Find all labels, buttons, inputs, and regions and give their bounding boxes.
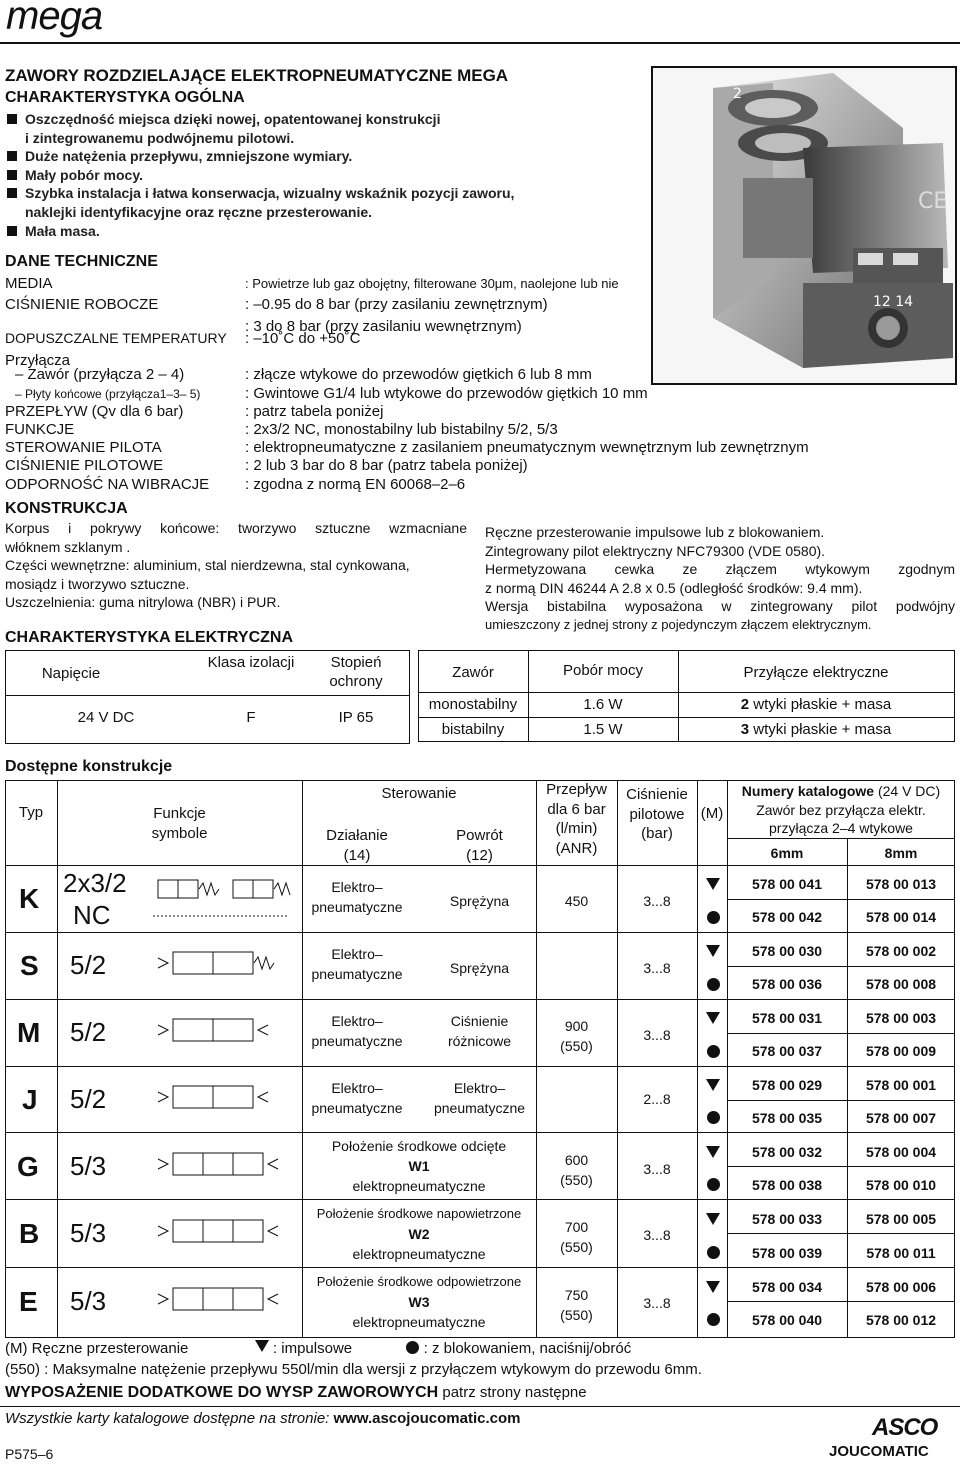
catalog-8mm-blk: 578 00 008 xyxy=(865,976,937,992)
valve-symbol-k xyxy=(143,868,298,930)
catalog-6mm-blk: 578 00 037 xyxy=(751,1043,823,1059)
tech-row-pressure-int: : 3 do 8 bar (przy zasilaniu wewnętrznym) xyxy=(245,318,522,335)
catalog-8mm-imp: 578 00 006 xyxy=(865,1279,937,1295)
catalog-6mm-imp: 578 00 031 xyxy=(751,1010,823,1026)
type-code: S xyxy=(20,950,39,981)
col-6mm: 6mm xyxy=(770,845,804,861)
type-code: J xyxy=(22,1084,38,1115)
ports-12-14-label: 12 14 xyxy=(873,294,914,310)
features-heading: CHARAKTERYSTYKA OGÓLNA xyxy=(5,89,245,106)
lock-marker-icon xyxy=(707,1178,720,1196)
catalog-8mm-blk: 578 00 012 xyxy=(865,1312,937,1328)
catalog-6mm-blk: 578 00 035 xyxy=(751,1110,823,1126)
valve-symbol-e xyxy=(153,1274,293,1332)
konstrukcja-left: Korpus i pokrywy końcowe: tworzywo sztuczne wzmacniane włóknem szklanym . Części wewnętrzne: aluminium, stal nierdzewna, stal cynkowana, mosiądz i tworzywo sztuczne. Uszczelnienia: guma nitrylowa (NBR) i PUR. xyxy=(5,520,467,610)
tech-row-pilot: STEROWANIE PILOTA : elektropneumatyczne z zasilaniem pneumatycznym wewnętrznym lub zewnętrznym xyxy=(5,439,809,456)
connector-header: Przyłącze elektryczne xyxy=(743,664,889,681)
power-mono: 1.6 W xyxy=(583,696,623,713)
legend-manual: (M) Ręczne przesterowanie xyxy=(5,1340,189,1357)
powrot-cell: Sprężyna xyxy=(449,893,510,909)
tech-row-end-plates: – Płyty końcowe (przyłącza1–3– 5) : Gwintowe G1/4 lub wtykowe do przewodów giętkich 10 mm xyxy=(15,385,648,402)
col-cisnienie: Ciśnienie pilotowe (bar) xyxy=(626,786,688,842)
feature-item: Mała masa. xyxy=(7,222,514,241)
catalog-6mm-blk: 578 00 039 xyxy=(751,1245,823,1261)
dzialanie-cell: Elektro– pneumatyczne xyxy=(311,879,403,915)
valve-header: Zawór xyxy=(452,664,494,681)
legend xyxy=(5,1340,631,1357)
position-cell: Położenie środkowe odcięte W1 elektropneumatyczne xyxy=(331,1138,507,1194)
catalog-8mm-imp: 578 00 001 xyxy=(865,1077,937,1093)
catalog-6mm-imp: 578 00 041 xyxy=(751,876,823,892)
col-przeplyw: Przepływ dla 6 bar (l/min) (ANR) xyxy=(546,781,607,857)
feature-item: Szybka instalacja i łatwa konserwacja, wizualny wskaźnik pozycji zaworu, xyxy=(7,184,514,203)
type-code: K xyxy=(19,883,40,914)
col-m: (M) xyxy=(700,805,724,822)
function-code: 5/3 xyxy=(70,1151,107,1181)
elec-right-table xyxy=(418,650,955,742)
dzialanie-cell: Elektro– pneumatyczne xyxy=(311,1080,403,1116)
type-code: G xyxy=(17,1151,39,1182)
catalog-6mm-imp: 578 00 029 xyxy=(751,1077,823,1093)
footer-rule xyxy=(0,1406,960,1407)
impulse-marker-icon xyxy=(706,1078,720,1096)
valve-symbol-s xyxy=(153,938,293,996)
position-cell: Położenie środkowe odpowietrzone W3 elektropneumatyczne xyxy=(316,1274,522,1330)
tech-row-valve-ports: – Zawór (przyłącza 2 – 4) : złącze wtykowe do przewodów giętkich 6 lub 8 mm xyxy=(15,366,592,383)
lock-marker-icon xyxy=(707,911,720,929)
function-code: 5/2 xyxy=(70,1084,107,1114)
catalog-6mm-imp: 578 00 030 xyxy=(751,943,823,959)
tech-row-temp: DOPUSZCZALNE TEMPERATURY : –10˚C do +50˚C xyxy=(5,330,361,347)
power-bi: 1.5 W xyxy=(583,721,623,738)
bullet-icon xyxy=(7,114,17,124)
lock-marker-icon xyxy=(707,1313,720,1331)
type-code: M xyxy=(17,1017,41,1048)
legend-lock: : z blokowaniem, naciśnij/obróć xyxy=(423,1340,632,1357)
impulse-marker-icon xyxy=(706,1011,720,1029)
catalog-6mm-imp: 578 00 034 xyxy=(751,1279,823,1295)
header-rule xyxy=(0,42,960,44)
flow-cell: 900 (550) xyxy=(560,1018,593,1054)
conn-bi: 3 wtyki płaskie + masa xyxy=(740,721,892,738)
catalog-6mm-blk: 578 00 036 xyxy=(751,976,823,992)
powrot-cell: Ciśnienie różnicowe xyxy=(447,1013,512,1049)
impulse-marker-icon xyxy=(706,877,720,895)
catalog-6mm-blk: 578 00 042 xyxy=(751,909,823,925)
page-title: ZAWORY ROZDZIELAJĄCE ELEKTROPNEUMATYCZNE MEGA xyxy=(5,66,509,85)
impulse-marker-icon xyxy=(706,1212,720,1230)
page-code: P575–6 xyxy=(5,1446,54,1462)
lock-marker-icon xyxy=(406,1341,419,1354)
feature-item: naklejki identyfikacyjne oraz ręczne przesterowanie. xyxy=(25,203,373,220)
lock-marker-icon xyxy=(707,1111,720,1129)
pilot-cell: 3...8 xyxy=(643,1027,671,1043)
catalog-6mm-blk: 578 00 038 xyxy=(751,1177,823,1193)
tech-row-media: MEDIA : Powietrze lub gaz obojętny, filterowane 30μm, naolejone lub nie xyxy=(5,275,619,292)
valve-symbol-m xyxy=(153,1005,293,1063)
valve-illustration xyxy=(653,68,955,383)
catalog-8mm-imp: 578 00 013 xyxy=(865,876,937,892)
powrot-cell: Elektro– pneumatyczne xyxy=(433,1080,526,1116)
function-code: 5/3 xyxy=(70,1286,107,1316)
catalog-8mm-blk: 578 00 007 xyxy=(865,1110,937,1126)
tech-row-functions: FUNKCJE : 2x3/2 NC, monostabilny lub bistabilny 5/2, 5/3 xyxy=(5,421,558,438)
function-variant: NC xyxy=(73,900,111,930)
tech-row-vibration: ODPORNOŚĆ NA WIBRACJE : zgodna z normą EN 60068–2–6 xyxy=(5,476,466,493)
dzialanie-cell: Elektro– pneumatyczne xyxy=(311,946,403,982)
col-numery: Numery katalogowe (24 V DC) Zawór bez przyłącza elektr. przyłącza 2–4 wtykowe xyxy=(741,783,941,836)
valve-bi: bistabilny xyxy=(441,721,505,738)
impulse-marker-icon xyxy=(255,1340,269,1352)
brand-logo: mega xyxy=(6,0,103,38)
protection-header: Stopień ochrony xyxy=(329,654,383,690)
col-powrot: Powrót (12) xyxy=(456,827,503,864)
legend-impulse: : impulsowe xyxy=(272,1340,353,1357)
feature-item: Oszczędność miejsca dzięki nowej, opatentowanej konstrukcji xyxy=(7,110,514,129)
tech-heading: DANE TECHNICZNE xyxy=(5,253,158,270)
catalog-8mm-blk: 578 00 010 xyxy=(865,1177,937,1193)
bullet-icon xyxy=(7,188,17,198)
ce-mark: CE xyxy=(918,189,948,214)
flow-cell: 750 (550) xyxy=(560,1287,593,1323)
function-code: 5/2 xyxy=(70,950,107,980)
valve-symbol-b xyxy=(153,1206,293,1264)
avail-heading: Dostępne konstrukcje xyxy=(5,758,173,775)
voltage-value: 24 V DC xyxy=(77,709,135,726)
valve-mono: monostabilny xyxy=(428,696,518,713)
catalog-8mm-imp: 578 00 002 xyxy=(865,943,937,959)
tech-row-flow: PRZEPŁYW (Qv dla 6 bar) : patrz tabela poniżej xyxy=(5,403,384,420)
impulse-marker-icon xyxy=(706,944,720,962)
product-photo xyxy=(651,66,957,385)
port-2-label: 2 xyxy=(733,86,742,102)
protection-value: IP 65 xyxy=(338,709,374,726)
col-sterowanie: Sterowanie xyxy=(381,785,457,802)
powrot-cell: Sprężyna xyxy=(449,960,510,976)
pilot-cell: 2...8 xyxy=(643,1091,671,1107)
konstrukcja-heading: KONSTRUKCJA xyxy=(5,500,128,517)
pilot-cell: 3...8 xyxy=(643,893,671,909)
flow-cell: 700 (550) xyxy=(560,1219,593,1255)
type-code: E xyxy=(19,1286,38,1317)
catalog-8mm-imp: 578 00 004 xyxy=(865,1144,937,1160)
constructions-grid xyxy=(5,780,955,1338)
insulation-value: F xyxy=(246,709,256,726)
pilot-cell: 3...8 xyxy=(643,1227,671,1243)
col-8mm: 8mm xyxy=(884,845,918,861)
tech-row-pressure: CIŚNIENIE ROBOCZE : –0.95 do 8 bar (przy zasilaniu zewnętrznym) xyxy=(5,296,548,313)
pilot-cell: 3...8 xyxy=(643,1295,671,1311)
lock-marker-icon xyxy=(707,1246,720,1264)
features-list xyxy=(7,110,514,240)
konstrukcja-right: Ręczne przesterowanie impulsowe lub z blokowaniem. Zintegrowany pilot elektryczny NFC79300 (VDE 0580). Hermetyzowana cewka ze złączem wtykowym zgodnym z normą DIN 46244 A 2.8 x 0.5 (odległość środków: 9.4 mm). Wersja bistabilna wyposażona w zintegrowany pilot podwójny umieszczony z jednej strony z pojedynczym złączem elektrycznym. xyxy=(485,524,955,632)
elec-left-table xyxy=(5,650,410,744)
catalog-8mm-blk: 578 00 009 xyxy=(865,1043,937,1059)
elec-heading: CHARAKTERYSTYKA ELEKTRYCZNA xyxy=(5,629,293,646)
flow-cell: 600 (550) xyxy=(560,1152,593,1188)
tech-row-pilot-pressure: CIŚNIENIE PILOTOWE : 2 lub 3 bar do 8 bar (patrz tabela poniżej) xyxy=(5,457,528,474)
conn-mono: 2 wtyki płaskie + masa xyxy=(740,696,892,713)
page-header xyxy=(0,0,960,38)
joucomatic-logo: JOUCOMATIC xyxy=(829,1443,929,1460)
bullet-icon xyxy=(7,170,17,180)
catalog-8mm-blk: 578 00 014 xyxy=(865,909,937,925)
col-funkcje: Funkcje symbole xyxy=(151,805,208,842)
col-dzialanie: Działanie (14) xyxy=(326,827,388,864)
voltage-header: Napięcie xyxy=(41,665,101,682)
pilot-cell: 3...8 xyxy=(643,1161,671,1177)
catalog-8mm-imp: 578 00 005 xyxy=(865,1211,937,1227)
legend-note: (550) : Maksymalne natężenie przepływu 550l/min dla wersji z przyłączem wtykowym do przewodu 6mm. xyxy=(5,1361,702,1378)
footer-text: Wszystkie karty katalogowe dostępne na stronie: www.ascojoucomatic.com xyxy=(5,1410,521,1427)
catalog-6mm-imp: 578 00 032 xyxy=(751,1144,823,1160)
accessories-line: WYPOSAŻENIE DODATKOWE DO WYSP ZAWOROWYCH patrz strony następne xyxy=(5,1384,587,1401)
catalog-8mm-blk: 578 00 011 xyxy=(866,1245,936,1261)
catalog-6mm-imp: 578 00 033 xyxy=(751,1211,823,1227)
feature-item: Duże natężenia przepływu, zmniejszone wymiary. xyxy=(7,147,514,166)
impulse-marker-icon xyxy=(706,1145,720,1163)
col-typ: Typ xyxy=(18,804,44,821)
insulation-header: Klasa izolacji xyxy=(207,654,295,671)
dzialanie-cell: Elektro– pneumatyczne xyxy=(311,1013,403,1049)
position-cell: Położenie środkowe napowietrzone W2 elektropneumatyczne xyxy=(316,1206,522,1262)
function-code: 2x3/2 xyxy=(63,868,127,898)
function-code: 5/2 xyxy=(70,1017,107,1047)
lock-marker-icon xyxy=(707,978,720,996)
function-code: 5/3 xyxy=(70,1218,107,1248)
flow-cell: 450 xyxy=(564,893,589,909)
impulse-marker-icon xyxy=(706,1280,720,1298)
valve-symbol-j xyxy=(153,1072,293,1130)
valve-symbol-g xyxy=(153,1139,293,1197)
feature-item: Mały pobór mocy. xyxy=(7,166,514,185)
catalog-8mm-imp: 578 00 003 xyxy=(865,1010,937,1026)
pilot-cell: 3...8 xyxy=(643,960,671,976)
asco-logo: ASCO xyxy=(872,1414,938,1441)
tech-row-ports: Przyłącza xyxy=(5,352,71,369)
bullet-icon xyxy=(7,151,17,161)
lock-marker-icon xyxy=(707,1045,720,1063)
type-code: B xyxy=(19,1218,40,1249)
bullet-icon xyxy=(7,226,17,236)
catalog-6mm-blk: 578 00 040 xyxy=(751,1312,823,1328)
feature-item: i zintegrowanemu podwójnemu pilotowi. xyxy=(25,129,295,146)
power-header: Pobór mocy xyxy=(562,662,644,679)
footer-url[interactable]: www.ascojoucomatic.com xyxy=(333,1410,521,1427)
